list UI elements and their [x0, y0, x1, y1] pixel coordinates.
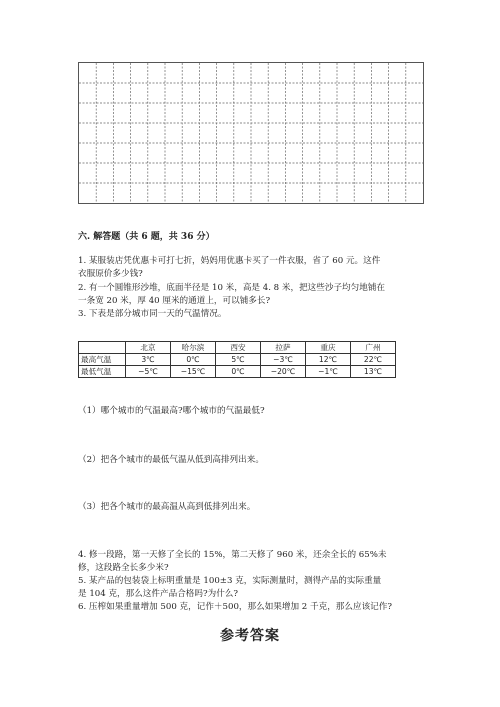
row-label: 最低气温 [79, 366, 126, 378]
table-cell: 5℃ [216, 354, 261, 366]
table-row-low [79, 366, 396, 378]
table-corner-cell [79, 342, 126, 354]
question-2-line-1: 2. 有一个圆锥形沙堆，底面半径是 10 米，高是 4. 8 米，把这些沙子均匀地铺在 [78, 283, 386, 293]
table-header-cell: 广州 [351, 342, 396, 354]
table-header-cell: 拉萨 [261, 342, 306, 354]
question-1-line-1: 1. 某服装店凭优惠卡可打七折，妈妈用优惠卡买了一件衣服，省了 60 元。这件 [78, 256, 381, 266]
question-5-line-1: 5. 某产品的包装袋上标明重量是 100±3 克，实际测量时，测得产品的实际重量 [78, 576, 382, 586]
table-cell: 12℃ [306, 354, 351, 366]
question-1-line-2: 衣服原价多少钱? [78, 269, 143, 279]
table-cell: −20℃ [261, 366, 306, 378]
grid-lines [79, 63, 423, 203]
row-label: 最高气温 [79, 354, 126, 366]
question-3: 3. 下表是部分城市同一天的气温情况。 [78, 309, 227, 319]
question-4-line-2: 修，这段路全长多少米? [78, 563, 169, 573]
table-row-high [79, 354, 396, 366]
answer-title: 参考答案 [220, 628, 280, 644]
table-header-row [79, 342, 396, 354]
sub-question-2: （2）把各个城市的最低气温从低到高排列出来。 [78, 455, 264, 465]
question-6: 6. 压榨如果重量增加 500 克，记作＋500，那么如果增加 2 千克，那么应该记作? [78, 602, 392, 612]
temperature-table [78, 341, 396, 378]
table-cell: −15℃ [171, 366, 216, 378]
sub-question-3: （3）把各个城市的最高温从高到低排列出来。 [78, 502, 256, 512]
sub-question-1: （1）哪个城市的气温最高?哪个城市的气温最低? [78, 406, 265, 416]
table-header-cell: 西安 [216, 342, 261, 354]
table-header-cell: 重庆 [306, 342, 351, 354]
question-2-line-2: 一条宽 20 米，厚 40 厘米的通道上，可以铺多长? [78, 296, 271, 306]
table-cell: 13℃ [351, 366, 396, 378]
table-cell: 22℃ [351, 354, 396, 366]
table-cell: 3℃ [126, 354, 171, 366]
table-header-cell: 哈尔滨 [171, 342, 216, 354]
section-title: 六. 解答题（共 6 题，共 36 分） [78, 232, 215, 242]
table-header-cell: 北京 [126, 342, 171, 354]
question-4-line-1: 4. 修一段路，第一天修了全长的 15%，第二天修了 960 米，还余全长的 65%未 [78, 550, 387, 560]
table-cell: −3℃ [261, 354, 306, 366]
writing-grid [78, 62, 424, 204]
table-cell: 0℃ [216, 366, 261, 378]
table-cell: −1℃ [306, 366, 351, 378]
table-cell: −5℃ [126, 366, 171, 378]
question-5-line-2: 是 104 克，那么这件产品合格吗?为什么? [78, 589, 238, 599]
table-cell: 0℃ [171, 354, 216, 366]
